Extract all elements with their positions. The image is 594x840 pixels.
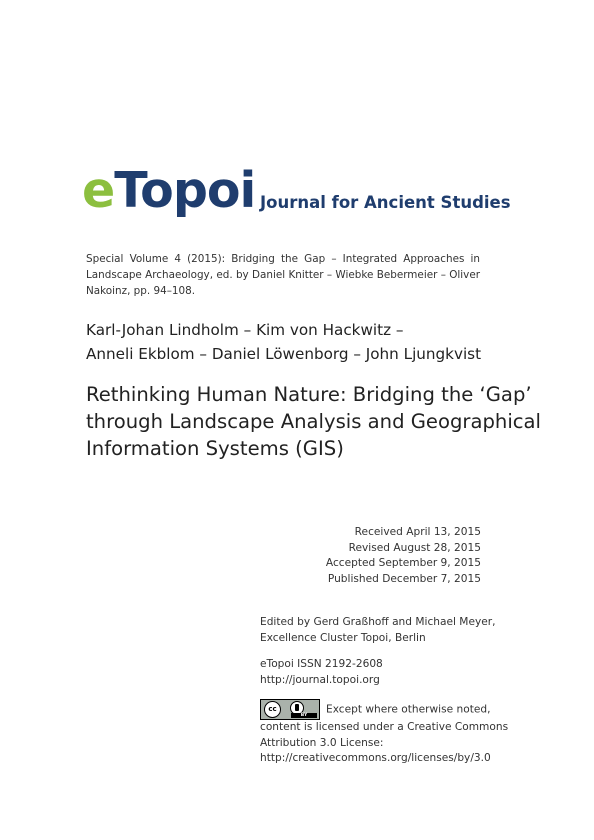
logo-topoi: Topoi [114,162,256,219]
edited-by [260,615,496,646]
date-revised: Revised August 28, 2015 [348,541,481,554]
issn-number: eTopoi ISSN 2192-2608 [260,658,383,670]
title-line-2: through Landscape Analysis and Geographical [86,410,541,433]
license-info [260,699,509,767]
edited-by-line-1: Edited by Gerd Graßhoff and Michael Meyer, [260,616,496,628]
date-published: Published December 7, 2015 [327,572,481,585]
date-accepted: Accepted September 9, 2015 [325,557,481,569]
etopoi-logo [82,162,255,226]
special-volume-info: Special Volume 4 (2015): Bridging the Gap – Integrated Approaches in Landscape Archaeology, ed. by Daniel Knitter – Wiebke Bebermeier – Oliver Nakoinz, pp. 94–108. [86,253,480,297]
cc-icon: cc [264,701,281,718]
journal-name: Journal for Ancient Studies [260,193,511,212]
logo-e: e [82,162,115,219]
article-title [86,381,541,462]
authors-line-1: Karl-Johan Lindholm – Kim von Hackwitz – [86,321,404,339]
title-line-1: Rethinking Human Nature: Bridging the ‘Gap’ [86,383,532,406]
title-line-3: Information Systems (GIS) [86,437,344,460]
license-line-3: Attribution 3.0 License: [260,736,384,749]
journal-url[interactable]: http://journal.topoi.org [260,673,380,686]
date-received: Received April 13, 2015 [354,526,481,538]
publication-dates [326,525,481,587]
authors-line-2: Anneli Ekblom – Daniel Löwenborg – John Ljungkvist [86,345,482,363]
license-first-line: Except where otherwise noted, [326,703,491,716]
license-url[interactable]: http://creativecommons.org/licenses/by/3.0 [260,752,491,764]
license-line-2: content is licensed under a Creative Commons [260,721,509,733]
by-label: BY [291,713,317,718]
issn-info [260,657,490,688]
license-line-1 [260,699,490,720]
edited-by-line-2: Excellence Cluster Topoi, Berlin [260,631,426,644]
cc-by-badge-icon[interactable] [260,699,320,720]
authors [86,318,486,366]
